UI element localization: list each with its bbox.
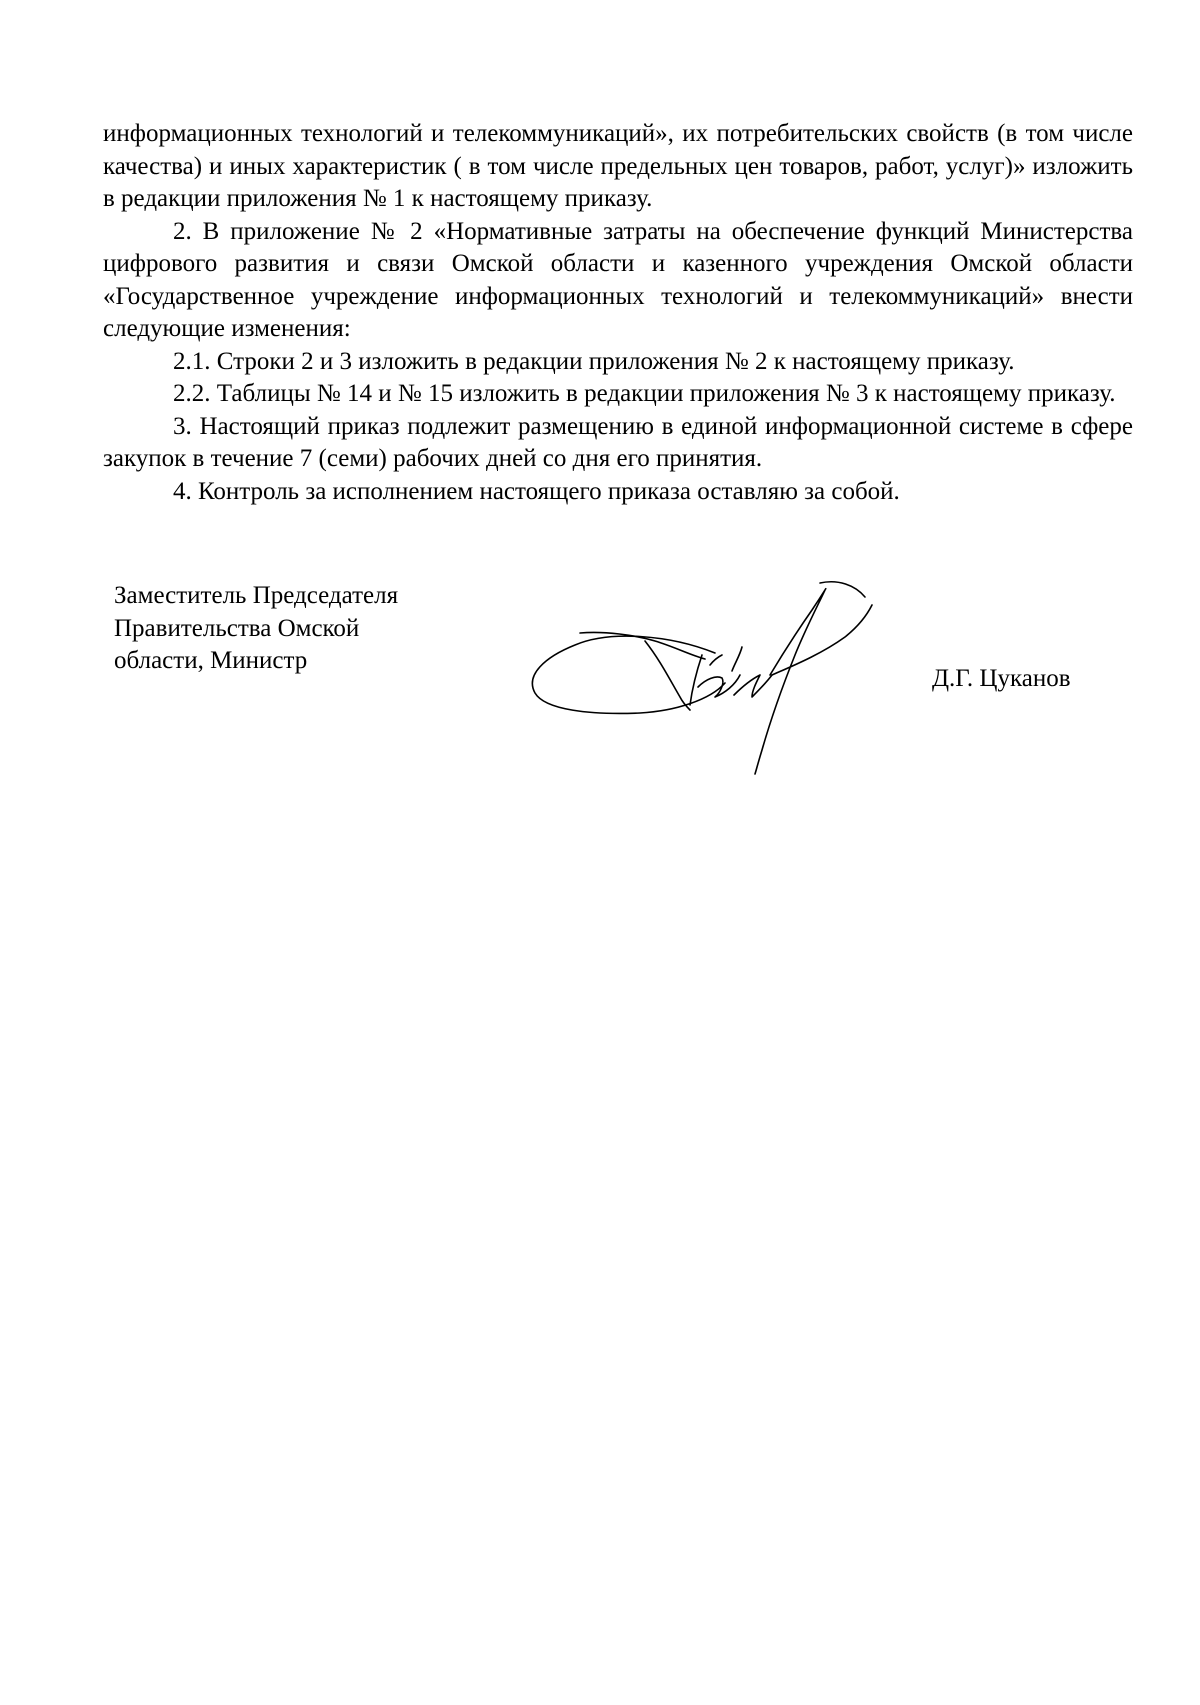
paragraph-item-2-2: 2.2. Таблицы № 14 и № 15 изложить в редакции приложения № 3 к настоящему приказу. [173,380,1116,407]
paragraph-item-3: 3. Настоящий приказ подлежит размещению в единой информационной системе в сфере закупок в течение 7 (семи) рабочих дней со дня его принятия. [103,412,1133,472]
signature-block [0,580,1200,800]
document-body [103,118,1133,508]
paragraph-continuation: информационных технологий и телекоммуникаций», их потребительских свойств (в том числе качества) и иных характеристик ( в том числе предельных цен товаров, работ, услуг)» изложить в редакции приложения № 1 к настоящему приказу. [103,120,1133,212]
signer-title-line: Правительства Омской [114,614,360,642]
signer-title-line: Заместитель Председателя [114,582,399,609]
signer-title [114,580,398,678]
paragraph-item-2: 2. В приложение № 2 «Нормативные затраты на обеспечение функций Министерства цифрового развития и связи Омской области и казенного учреждения Омской области «Государственное учреждение информационных технологий и телекоммуникаций» внести следующие изменения: [103,217,1133,342]
paragraph-item-4: 4. Контроль за исполнением настоящего приказа оставляю за собой. [173,477,900,505]
paragraph-item-2-1: 2.1. Строки 2 и 3 изложить в редакции приложения № 2 к настоящему приказу. [173,347,1015,375]
signer-name: Д.Г. Цуканов [932,665,1071,692]
signer-title-line: области, Министр [114,647,308,674]
handwritten-signature [520,575,910,775]
